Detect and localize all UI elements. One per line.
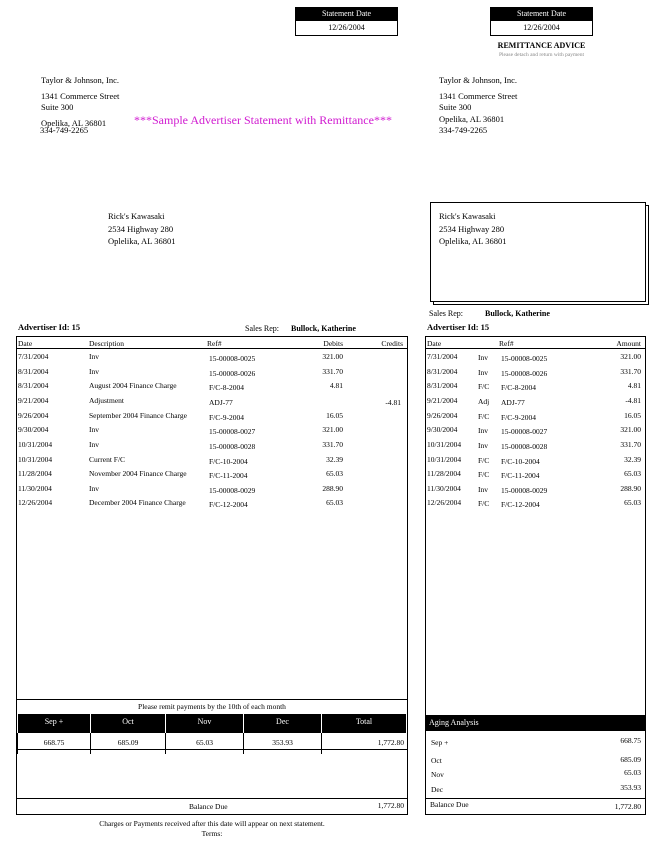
row-description: November 2004 Finance Charge (89, 469, 187, 478)
row-amount: 65.03 (624, 498, 641, 507)
aging-label: Oct (431, 756, 442, 765)
row-code: Adj (478, 397, 490, 406)
row-code: Inv (478, 441, 488, 450)
customer-city: Oplelika, AL 36801 (108, 236, 176, 246)
row-description: Inv (89, 425, 99, 434)
advertiser-id-left: Advertiser Id: 15 (18, 322, 81, 332)
aging-label: Dec (431, 785, 444, 794)
aging-value: 685.09 (620, 755, 641, 764)
row-date: 11/30/2004 (427, 484, 461, 493)
statement-date-value: 12/26/2004 (490, 20, 593, 36)
aging-total: 1,772.80 (377, 738, 404, 747)
row-amount: 65.03 (624, 469, 641, 478)
footer-terms: Terms: (201, 829, 223, 838)
row-date: 8/31/2004 (18, 381, 49, 390)
row-description: Inv (89, 440, 99, 449)
row-date: 10/31/2004 (18, 440, 53, 449)
row-code: F/C (478, 470, 490, 479)
statement-date-label: Statement Date (490, 7, 593, 20)
row-description: December 2004 Finance Charge (89, 498, 186, 507)
row-date: 9/21/2004 (18, 396, 49, 405)
row-amount: 321.00 (620, 352, 641, 361)
row-ref: 15-00008-0028 (501, 442, 548, 451)
company-street: 1341 Commerce Street (439, 90, 518, 101)
row-amount: 288.90 (620, 484, 641, 493)
balance-divider (426, 798, 645, 799)
row-date: 9/30/2004 (427, 425, 458, 434)
row-ref: 15-00008-0029 (209, 486, 256, 495)
row-date: 8/31/2004 (427, 367, 458, 376)
row-date: 9/26/2004 (18, 411, 49, 420)
row-ref: 15-00008-0026 (501, 369, 548, 378)
balance-value: 1,772.80 (377, 801, 404, 810)
row-date: 10/31/2004 (427, 455, 462, 464)
balance-label: Balance Due (189, 802, 228, 811)
sales-rep-label-left: Sales Rep: (245, 324, 279, 333)
row-date: 8/31/2004 (18, 367, 49, 376)
row-code: F/C (478, 499, 490, 508)
row-description: September 2004 Finance Charge (89, 411, 187, 420)
col-header-description: Description (89, 339, 124, 348)
company-suite: Suite 300 (439, 102, 472, 112)
row-ref: F/C-10-2004 (209, 457, 248, 466)
row-description: Inv (89, 484, 99, 493)
row-date: 12/26/2004 (427, 498, 462, 507)
row-code: F/C (478, 382, 490, 391)
row-amount: 32.39 (624, 455, 641, 464)
row-ref: F/C-12-2004 (501, 500, 540, 509)
aging-header: Sep + (44, 717, 64, 726)
row-code: F/C (478, 412, 490, 421)
footer-note: Charges or Payments received after this date will appear on next statement. (99, 819, 325, 828)
row-ref: 15-00008-0029 (501, 486, 548, 495)
row-date: 8/31/2004 (427, 381, 458, 390)
row-ref: F/C-10-2004 (501, 457, 540, 466)
row-amount: 4.81 (627, 381, 641, 390)
row-debit: 321.00 (322, 352, 343, 361)
header-divider (426, 348, 645, 349)
remit-divider (17, 699, 407, 700)
aging-value: 685.09 (117, 738, 139, 747)
aging-analysis-bar (426, 715, 645, 731)
row-ref: 15-00008-0027 (501, 427, 548, 436)
row-amount: 321.00 (620, 425, 641, 434)
row-debit: 65.03 (326, 498, 343, 507)
row-debit: 288.90 (322, 484, 343, 493)
row-date: 11/28/2004 (18, 469, 52, 478)
aging-bottom-line (17, 749, 407, 750)
sales-rep-name-right: Bullock, Katherine (485, 309, 550, 318)
aging-header: Total (355, 717, 373, 726)
row-debit: 331.70 (322, 367, 343, 376)
row-debit: 321.00 (322, 425, 343, 434)
row-date: 9/21/2004 (427, 396, 458, 405)
aging-value: 65.03 (624, 768, 641, 777)
company-phone: 334-749-2265 (40, 125, 89, 135)
company-city: Opelika, AL 36801 (41, 117, 107, 128)
row-description: Inv (89, 352, 99, 361)
row-ref: 15-00008-0026 (209, 369, 256, 378)
company-address-right (439, 75, 517, 137)
row-ref: 15-00008-0025 (501, 354, 548, 363)
balance-label: Balance Due (430, 800, 469, 809)
company-city: Opelika, AL 36801 (439, 113, 505, 124)
sales-rep-label-right: Sales Rep: (429, 309, 463, 318)
statement-date-box-left (295, 7, 398, 36)
statement-date-value: 12/26/2004 (295, 20, 398, 36)
sample-note: ***Sample Advertiser Statement with Remittance*** (134, 113, 392, 127)
aging-header: Nov (197, 717, 212, 726)
aging-header: Oct (122, 717, 134, 726)
remittance-subtitle: Please detach and return with payment (498, 52, 585, 58)
company-suite: Suite 300 (41, 102, 74, 112)
advertiser-id-right: Advertiser Id: 15 (427, 322, 490, 332)
remittance-title: REMITTANCE ADVICE (497, 41, 586, 50)
row-ref: F/C-11-2004 (501, 471, 540, 480)
col-header-debits: Debits (323, 339, 343, 348)
row-code: Inv (478, 426, 488, 435)
customer-address-right (439, 211, 506, 248)
row-date: 12/26/2004 (18, 498, 53, 507)
row-date: 7/31/2004 (18, 352, 49, 361)
row-ref: F/C-9-2004 (209, 413, 245, 422)
customer-name: Rick's Kawasaki (108, 211, 165, 221)
row-date: 10/31/2004 (18, 455, 53, 464)
row-debit: 32.39 (326, 455, 343, 464)
row-credit: -4.81 (385, 398, 401, 407)
row-ref: F/C-11-2004 (209, 471, 248, 480)
col-header-ref: Ref# (207, 339, 222, 348)
customer-street: 2534 Highway 280 (108, 223, 174, 234)
statement-date-label: Statement Date (295, 7, 398, 20)
aging-col-divider (17, 733, 18, 754)
customer-name: Rick's Kawasaki (439, 211, 496, 221)
col-header-ref: Ref# (499, 339, 514, 348)
row-amount: 16.05 (624, 411, 641, 420)
row-code: F/C (478, 456, 490, 465)
customer-address-left (108, 211, 175, 248)
row-description: Inv (89, 367, 99, 376)
remit-note: Please remit payments by the 10th of each month (138, 702, 286, 711)
row-code: Inv (478, 485, 488, 494)
customer-city: Oplelika, AL 36801 (439, 236, 507, 246)
row-debit: 16.05 (326, 411, 343, 420)
col-header-credits: Credits (381, 339, 403, 348)
row-date: 11/30/2004 (18, 484, 52, 493)
aging-label: Nov (431, 770, 444, 779)
row-amount: 331.70 (620, 440, 641, 449)
statement-date-box-right (490, 7, 593, 36)
aging-value: 353.93 (272, 738, 293, 747)
row-ref: 15-00008-0028 (209, 442, 256, 451)
row-debit: 65.03 (326, 469, 343, 478)
row-ref: ADJ-77 (501, 398, 525, 407)
row-debit: 331.70 (322, 440, 343, 449)
company-name: Taylor & Johnson, Inc. (41, 75, 120, 85)
aging-value: 353.93 (620, 783, 641, 792)
col-header-date: Date (18, 339, 33, 348)
col-header-amount: Amount (616, 339, 641, 348)
row-debit: 4.81 (329, 381, 343, 390)
aging-value: 65.03 (196, 738, 213, 747)
aging-value: 668.75 (620, 736, 641, 745)
company-street: 1341 Commerce Street (41, 90, 120, 101)
row-ref: F/C-9-2004 (501, 413, 537, 422)
aging-label: Sep + (431, 738, 449, 747)
header-divider (17, 348, 407, 349)
row-description: Adjustment (89, 396, 124, 405)
row-ref: 15-00008-0027 (209, 427, 256, 436)
row-date: 11/28/2004 (427, 469, 461, 478)
aging-header: Dec (276, 717, 289, 726)
aging-value: 668.75 (43, 738, 65, 747)
row-date: 9/30/2004 (18, 425, 49, 434)
row-code: Inv (478, 368, 488, 377)
row-ref: ADJ-77 (209, 398, 233, 407)
row-code: Inv (478, 353, 488, 362)
balance-divider (17, 798, 407, 799)
balance-value: 1,772.80 (614, 802, 641, 811)
aging-analysis-title: Aging Analysis (429, 718, 479, 727)
row-amount: 331.70 (620, 367, 641, 376)
sales-rep-name-left: Bullock, Katherine (291, 324, 356, 333)
row-ref: 15-00008-0025 (209, 354, 256, 363)
row-ref: F/C-12-2004 (209, 500, 248, 509)
row-date: 10/31/2004 (427, 440, 462, 449)
company-address-left (41, 75, 119, 129)
customer-street: 2534 Highway 280 (439, 223, 505, 234)
row-amount: -4.81 (625, 396, 641, 405)
row-description: August 2004 Finance Charge (89, 381, 177, 390)
row-ref: F/C-8-2004 (209, 383, 245, 392)
row-description: Current F/C (89, 455, 126, 464)
company-name: Taylor & Johnson, Inc. (439, 75, 518, 85)
row-ref: F/C-8-2004 (501, 383, 537, 392)
company-phone: 334-749-2265 (439, 125, 488, 135)
row-date: 7/31/2004 (427, 352, 458, 361)
row-date: 9/26/2004 (427, 411, 458, 420)
col-header-date: Date (427, 339, 442, 348)
